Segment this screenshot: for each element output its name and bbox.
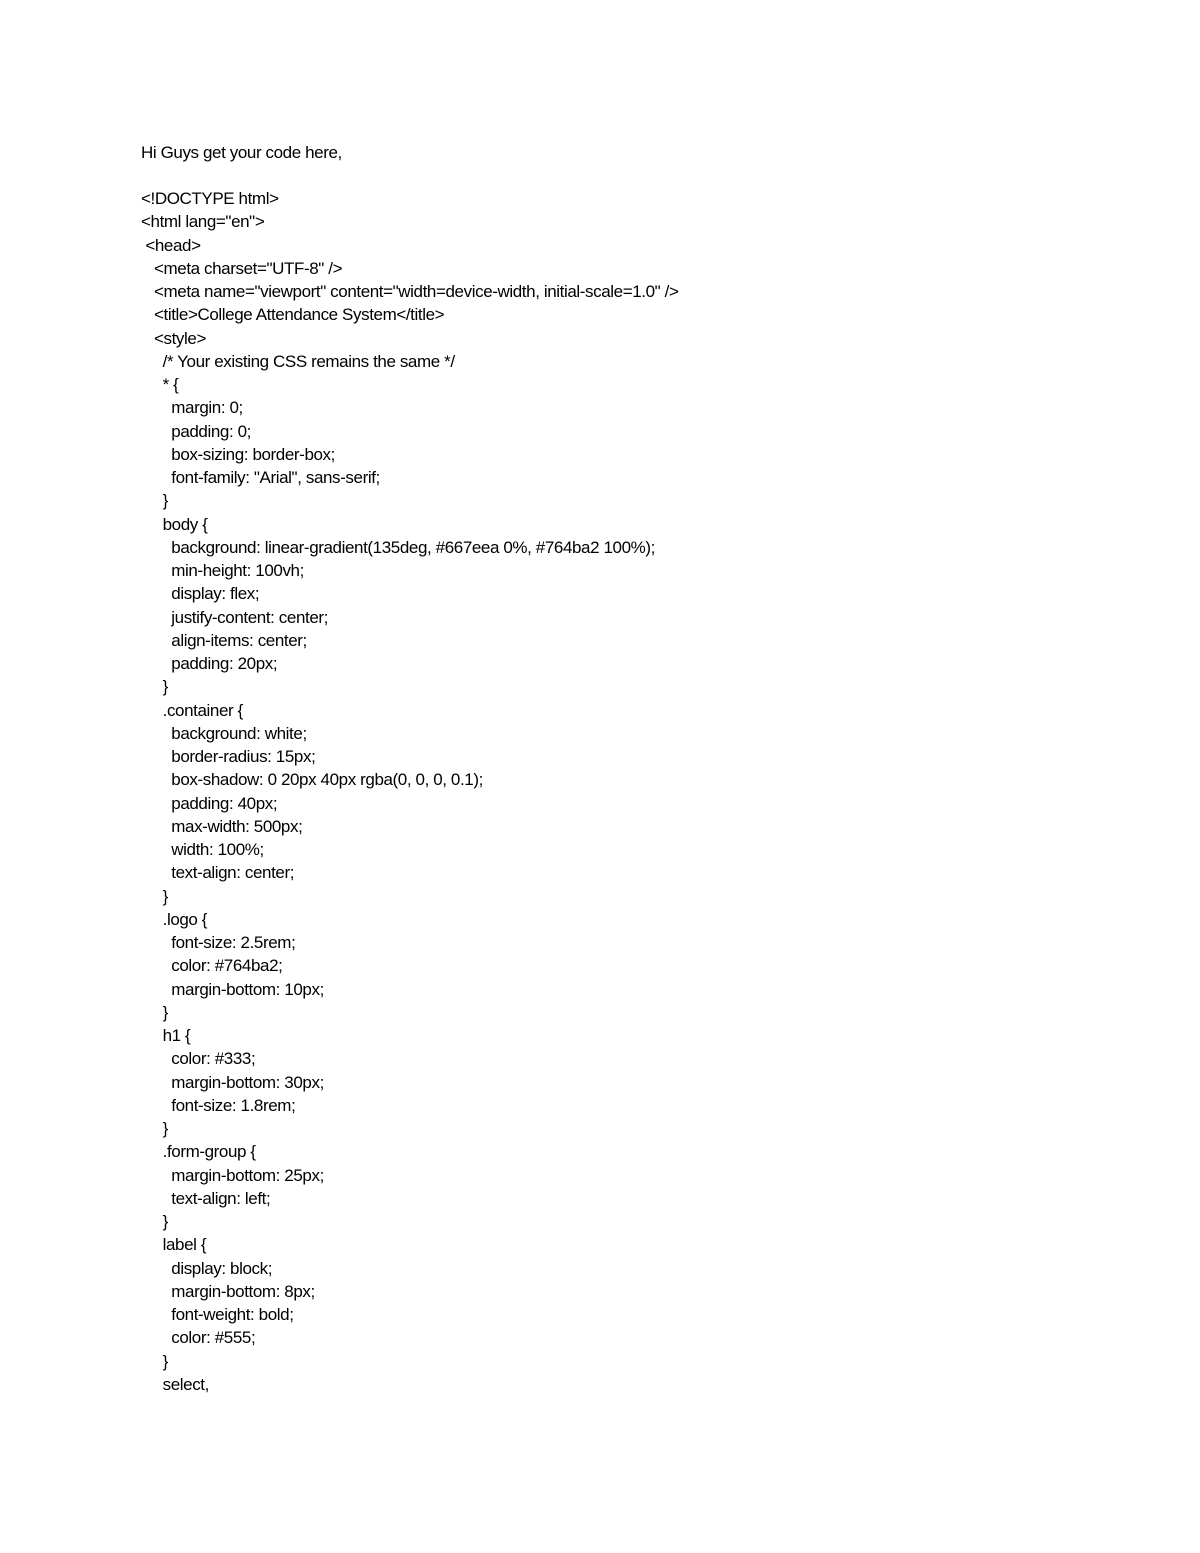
code-line: } (141, 1002, 168, 1022)
code-line: text-align: left; (141, 1188, 271, 1208)
code-line: display: block; (141, 1258, 273, 1278)
code-line: font-size: 2.5rem; (141, 933, 296, 952)
code-line: <head> (141, 235, 201, 255)
code-line: .container { (141, 700, 243, 720)
code-line: h1 { (141, 1026, 191, 1045)
code-line: font-weight: bold; (141, 1305, 294, 1324)
code-line: } (141, 1119, 168, 1138)
code-line: color: #555; (141, 1328, 256, 1348)
code-line: margin-bottom: 25px; (141, 1165, 324, 1185)
code-line: background: linear-gradient(135deg, #667eea 0%, #764ba2 100%); (141, 537, 655, 557)
code-line: .logo { (141, 909, 208, 929)
code-line: * { (141, 375, 179, 394)
code-line: .form-group { (141, 1142, 256, 1162)
code-line: color: #764ba2; (141, 956, 283, 976)
code-line: label { (141, 1235, 207, 1255)
code-line: <title>College Attendance System</title> (141, 305, 445, 325)
code-line: justify-content: center; (141, 607, 328, 627)
code-line: color: #333; (141, 1049, 256, 1069)
code-listing (141, 187, 679, 1396)
code-line: border-radius: 15px; (141, 747, 316, 766)
code-line: } (141, 491, 168, 511)
code-line: <meta name="viewport" content="width=device-width, initial-scale=1.0" /> (141, 282, 679, 301)
code-line: background: white; (141, 723, 307, 743)
code-line: } (141, 1351, 168, 1371)
code-line: align-items: center; (141, 630, 307, 650)
code-line: <!DOCTYPE html> (141, 189, 279, 208)
code-line: padding: 0; (141, 421, 251, 441)
code-line: /* Your existing CSS remains the same */ (141, 351, 455, 371)
code-line: margin-bottom: 8px; (141, 1281, 315, 1301)
code-line: margin-bottom: 10px; (141, 979, 324, 999)
code-line: <meta charset="UTF-8" /> (141, 258, 343, 278)
code-line: min-height: 100vh; (141, 561, 304, 580)
code-line: padding: 20px; (141, 654, 278, 673)
code-line: box-shadow: 0 20px 40px rgba(0, 0, 0, 0.1); (141, 770, 483, 790)
code-line: body { (141, 514, 208, 534)
code-line: select, (141, 1374, 209, 1394)
code-line: <html lang="en"> (141, 212, 265, 232)
code-line: } (141, 677, 168, 697)
intro-text: Hi Guys get your code here, (141, 143, 342, 162)
code-line: box-sizing: border-box; (141, 444, 335, 464)
code-line: } (141, 886, 168, 906)
code-line: padding: 40px; (141, 793, 278, 813)
code-line: width: 100%; (141, 840, 264, 859)
code-line: margin: 0; (141, 398, 243, 418)
code-line: display: flex; (141, 584, 260, 604)
code-line: } (141, 1212, 168, 1231)
code-line: font-size: 1.8rem; (141, 1095, 296, 1115)
code-line: <style> (141, 328, 206, 348)
code-line: text-align: center; (141, 863, 295, 883)
code-line: font-family: "Arial", sans-serif; (141, 468, 380, 487)
code-line: max-width: 500px; (141, 816, 303, 836)
code-line: margin-bottom: 30px; (141, 1072, 324, 1092)
